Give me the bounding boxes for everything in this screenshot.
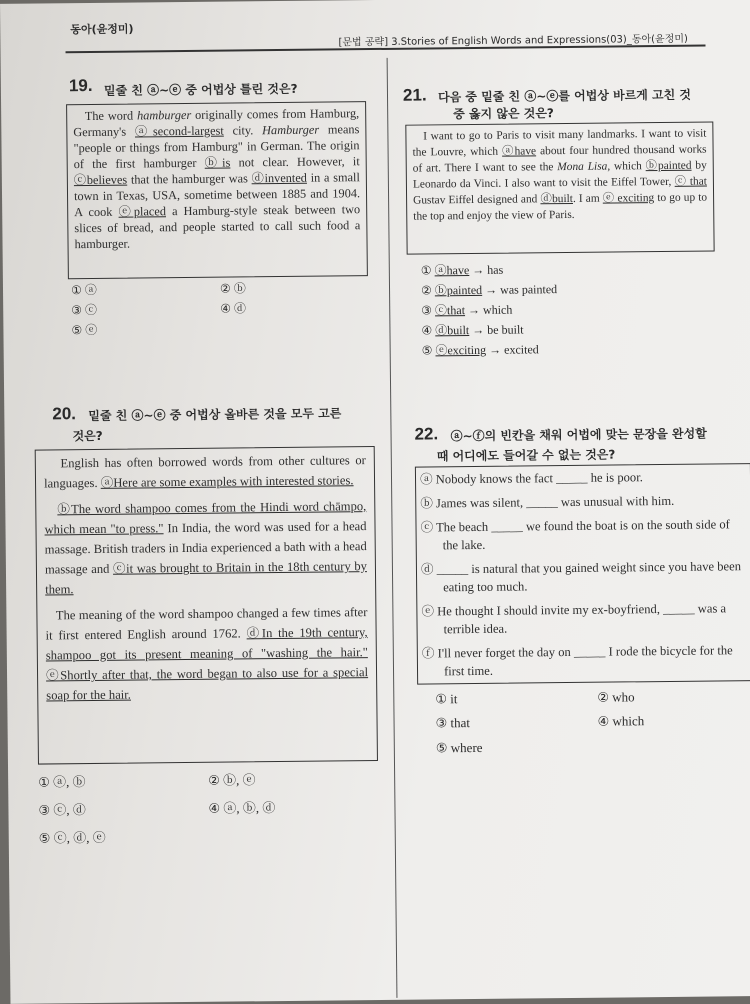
q21-choice-4[interactable]: ④ ⓓbuilt → be built — [421, 322, 524, 338]
q19-passage-box — [66, 101, 368, 279]
q20-passage-box — [35, 446, 378, 765]
q22-prompt-line1: ⓐ~ⓕ의 빈칸을 채워 어법에 맞는 문장을 완성할 — [450, 426, 707, 444]
q22-choice-5[interactable]: ⑤ where — [435, 739, 483, 756]
q22-number: 22. — [414, 424, 439, 444]
q22-sentence-f: ⓕ I'll never forget the day on _____ I rode the bicycle for the first time. — [421, 643, 733, 679]
column-divider — [387, 58, 398, 998]
q21-prompt-line2: 중 옳지 않은 것은? — [453, 106, 554, 122]
q21-prompt-line1: 다음 중 밑줄 친 ⓐ~ⓔ를 어법상 바르게 고친 것 — [437, 87, 692, 105]
q22-choice-2[interactable]: ② who — [597, 689, 635, 705]
q21-choice-5[interactable]: ⑤ ⓔexciting → excited — [421, 342, 539, 358]
q19-passage: The word hamburger originally comes from Hamburg, Germany's ⓐsecond-largest city. Hamburger means "people or things from Hamburg" in German. The origin of the first hamburger ⓑis not clear. However, it ⓒbelieves that the hamburger was ⓓinvented in a small town in Texas, USA, sometime between 1885 and 1904. A cook ⓔplaced a Hamburg-style steak between two slices of bread, and people started to call such food a hamburger. — [73, 106, 361, 252]
q19-choice-4[interactable]: ④ ⓓ — [220, 301, 247, 316]
q20-choice-2[interactable]: ② ⓑ, ⓔ — [208, 772, 256, 788]
q22-sentence-a: ⓐ Nobody knows the fact _____ he is poor. — [419, 470, 643, 487]
q19-choice-5[interactable]: ⑤ ⓔ — [71, 322, 98, 338]
q20-choice-1[interactable]: ① ⓐ, ⓑ — [38, 774, 86, 790]
q20-paragraph-1: English has often borrowed words from other cultures or languages. ⓐHere are some examples with interested stories. — [43, 453, 366, 491]
q19-number: 19. — [68, 75, 93, 96]
q21-choice-2[interactable]: ② ⓑpainted → was painted — [420, 282, 558, 298]
q20-choice-4[interactable]: ④ ⓐ, ⓑ, ⓓ — [208, 800, 276, 816]
q22-prompt-line2: 때 어디에도 들어갈 수 없는 것은? — [436, 447, 616, 464]
q22-sentence-b: ⓑ James was silent, _____ was unusual with him. — [420, 493, 675, 511]
q22-choice-3[interactable]: ③ that — [435, 715, 471, 731]
q21-passage: I want to go to Paris to visit many landmarks. I want to visit the Louvre, which ⓐhave about four hundred thousand works of art. There I want to see the Mona Lisa, which ⓑpainted by Leonardo da Vinci. I also want to visit the Eiffel Tower, ⓒ that Gustav Eiffel designed and ⓓbuilt. I am ⓔ exciting to go up to the top and enjoy the view of Paris. — [412, 127, 708, 223]
q21-passage-box — [405, 121, 714, 254]
q20-number: 20. — [52, 404, 77, 424]
q22-sentence-c: ⓒ The beach _____ we found the boat is on the south side of the lake. — [420, 517, 730, 553]
q22-sentence-d: ⓓ _____ is natural that you gained weight since you have been eating too much. — [420, 559, 742, 595]
q20-choice-3[interactable]: ③ ⓒ, ⓓ — [38, 802, 86, 818]
q21-choice-1[interactable]: ① ⓐhave → has — [420, 262, 504, 278]
q22-sentence-e: ⓔ He thought I should invite my ex-boyfriend, _____ was a terrible idea. — [421, 601, 727, 637]
header-title: [문법 공략] 3.Stories of English Words and Expressions(03)_동아(윤정미) — [338, 33, 688, 49]
q22-sentences-box — [415, 463, 750, 685]
q20-prompt-line1: 밑줄 친 ⓐ~ⓔ 중 어법상 올바른 것을 모두 고른 — [88, 406, 342, 424]
q20-choice-5[interactable]: ⑤ ⓒ, ⓓ, ⓔ — [38, 829, 106, 846]
q19-choice-1[interactable]: ① ⓐ — [70, 282, 97, 298]
q21-choice-3[interactable]: ③ ⓒthat → which — [421, 302, 513, 318]
q20-paragraph-3: The meaning of the word shampoo changed a few times after it first entered English around 1762. ⓓIn the 19th century, shampoo got its present meaning of "washing the hair." ⓔShortly after that, the word began to also use for a special soap for the hair. — [45, 605, 369, 703]
header-publisher: 동아(윤정미) — [70, 22, 134, 37]
q21-number: 21. — [402, 85, 427, 105]
q20-prompt-line2: 것은? — [72, 428, 103, 444]
q20-paragraph-2: ⓑThe word shampoo comes from the Hindi word chāmpo, which mean "to press." In India, the word was used for a head massage. British traders in India experienced a bath with a head massage and ⓒit was brought to Britain in the 18th century by them. — [44, 499, 368, 597]
q19-choice-3[interactable]: ③ ⓒ — [71, 302, 98, 318]
q19-prompt: 밑줄 친 ⓐ~ⓔ 중 어법상 틀린 것은? — [103, 81, 298, 98]
q22-choice-4[interactable]: ④ which — [597, 713, 645, 729]
q22-choice-1[interactable]: ① it — [435, 691, 458, 707]
q19-choice-2[interactable]: ② ⓑ — [219, 281, 246, 296]
